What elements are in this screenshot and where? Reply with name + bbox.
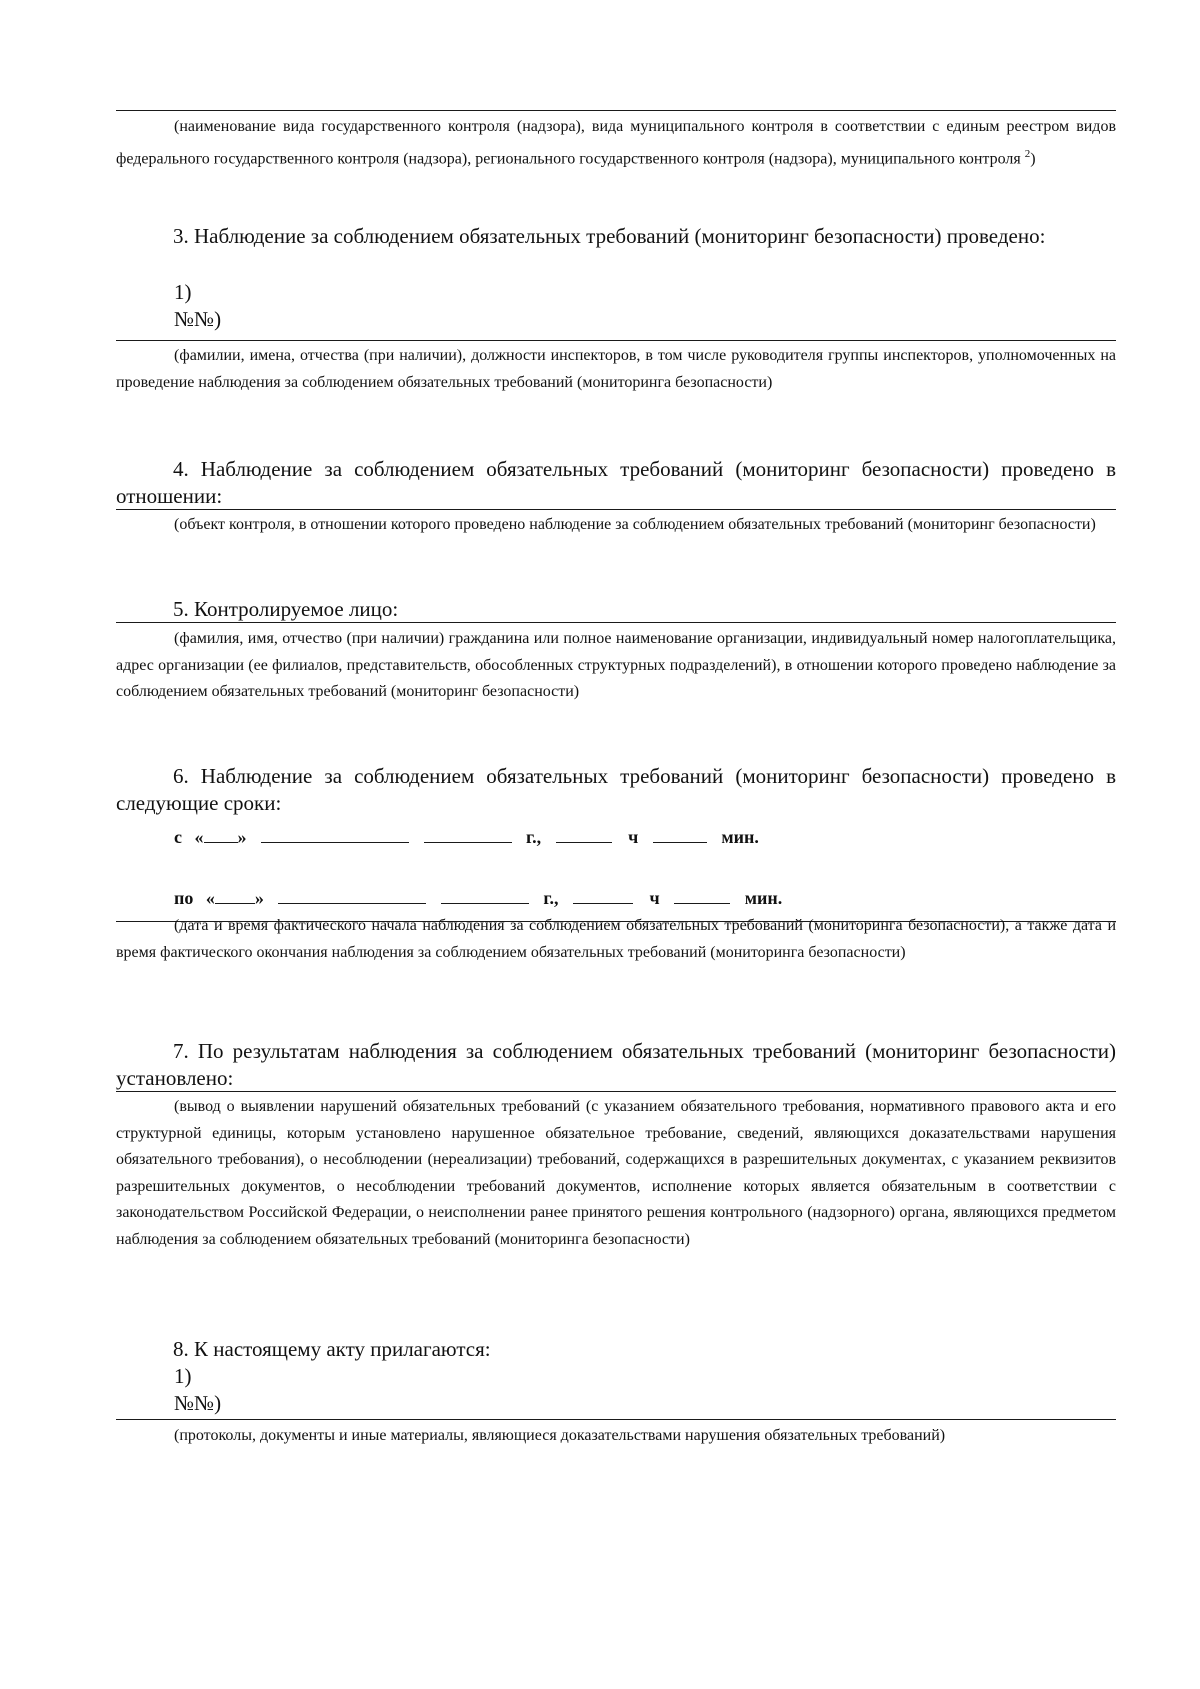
section-5-rule: [116, 622, 1116, 623]
section-8-caption: (протоколы, документы и иные материалы, являющиеся доказательствами нарушения обязательных требований): [174, 1427, 946, 1444]
quote-close: »: [254, 888, 264, 908]
section-7-rule: [116, 1091, 1116, 1092]
header-caption: [116, 114, 1116, 172]
year-label: г.,: [543, 888, 559, 908]
section-3-text: 3. Наблюдение за соблюдением обязательных требований (мониторинг безопасности) проведено:: [173, 224, 1046, 248]
min-label: мин.: [744, 888, 783, 908]
date-to-line: [174, 883, 782, 909]
section-6-caption: (дата и время фактического начала наблюдения за соблюдением обязательных требований (мониторинга безопасности), а также дата и время фактического окончания наблюдения за соблюдением обязательных требований (мониторинга безопасности): [116, 917, 1116, 961]
from-month-blank[interactable]: [261, 822, 409, 843]
year-label: г.,: [526, 827, 542, 847]
section-3-caption: (фамилии, имена, отчества (при наличии), должности инспекторов, в том числе руководителя группы инспекторов, уполномоченных на проведение наблюдения за соблюдением обязательных требований (мониторинга безопасности): [116, 347, 1116, 391]
section-4-text: 4. Наблюдение за соблюдением обязательных требований (мониторинг безопасности) проведено в отношении:: [116, 457, 1116, 508]
section-5-text: 5. Контролируемое лицо:: [173, 597, 399, 621]
footnote-marker: 2: [1024, 147, 1031, 160]
section-8-rule: [116, 1419, 1116, 1420]
section-3-item-1: 1): [174, 280, 192, 304]
header-caption-text: (наименование вида государственного контроля (надзора), вида муниципального контроля в соответствии с единым реестром видов федерального государственного контроля (надзора), регионального государственного контроля (надзора), муниципального контроля: [116, 118, 1116, 167]
section-4-caption: (объект контроля, в отношении которого проведено наблюдение за соблюдением обязательных требований (мониторинг безопасности): [174, 516, 1096, 533]
section-3-rule: [116, 340, 1116, 341]
to-hour-blank[interactable]: [573, 883, 633, 904]
section-7-caption: (вывод о выявлении нарушений обязательных требований (с указанием обязательного требования, нормативного правового акта и его структурной единицы, которым установлено нарушенное обязательное требование, сведений, являющихся доказательствами нарушения обязательного требования), о несоблюдении (нереализации) требований, содержащихся в разрешительных документах, с указанием реквизитов разрешительных документов, о несоблюдении требований документов, исполнение которых является обязательным в соответствии с законодательством Российской Федерации, о неисполнении ранее принятого решения контрольного (надзорного) органа, являющихся предметом наблюдения за соблюдением обязательных требований (мониторинга безопасности): [116, 1098, 1116, 1248]
section-6-text: 6. Наблюдение за соблюдением обязательных требований (мониторинг безопасности) проведено в следующие сроки:: [116, 764, 1116, 815]
to-min-blank[interactable]: [674, 883, 730, 904]
section-3-item-numbers: №№): [174, 307, 222, 331]
section-8-text: 8. К настоящему акту прилагаются:: [173, 1337, 491, 1361]
from-day-blank[interactable]: [204, 822, 238, 843]
from-hour-blank[interactable]: [556, 822, 612, 843]
section-8-item-numbers: №№): [174, 1391, 222, 1415]
hour-label: ч: [649, 888, 660, 908]
from-label: с: [174, 827, 182, 847]
to-label: по: [174, 888, 194, 908]
quote-open: «: [194, 827, 204, 847]
date-from-line: [174, 822, 759, 848]
to-month-blank[interactable]: [278, 883, 426, 904]
quote-open: «: [205, 888, 215, 908]
from-year-blank[interactable]: [424, 822, 512, 843]
header-rule: [116, 110, 1116, 111]
min-label: мин.: [721, 827, 759, 847]
to-day-blank[interactable]: [215, 883, 255, 904]
to-year-blank[interactable]: [441, 883, 529, 904]
header-caption-end: ): [1030, 149, 1036, 167]
quote-close: »: [237, 827, 247, 847]
section-7-text: 7. По результатам наблюдения за соблюдением обязательных требований (мониторинг безопасности) установлено:: [116, 1039, 1116, 1090]
section-5-caption: (фамилия, имя, отчество (при наличии) гражданина или полное наименование организации, индивидуальный номер налогоплательщика, адрес организации (ее филиалов, представительств, обособленных структурных подразделений), в отношении которого проведено наблюдение за соблюдением обязательных требований (мониторинг безопасности): [116, 630, 1116, 700]
hour-label: ч: [628, 827, 639, 847]
section-4-rule: [116, 509, 1116, 510]
from-min-blank[interactable]: [653, 822, 707, 843]
section-8-item-1: 1): [174, 1364, 192, 1388]
